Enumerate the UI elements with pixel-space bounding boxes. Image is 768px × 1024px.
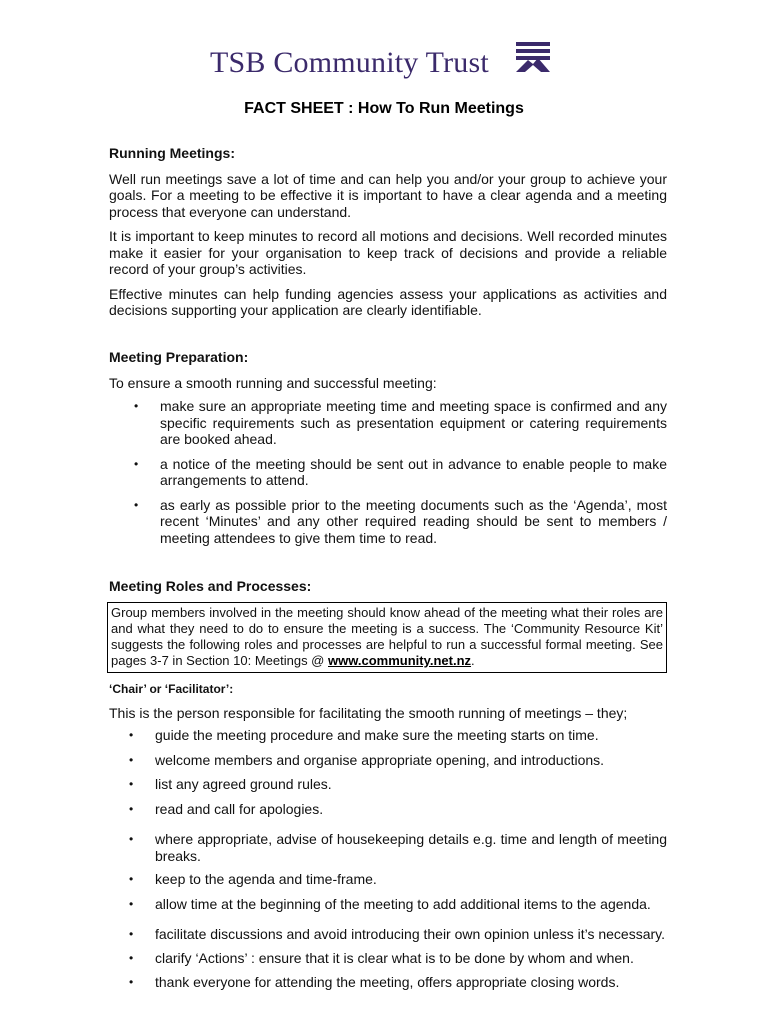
paragraph: This is the person responsible for facilitating the smooth running of meetings – they; <box>109 704 628 721</box>
section-heading: Meeting Preparation: <box>109 349 249 365</box>
list-item: • as early as possible prior to the meeting documents such as the ‘Agenda’, most recent ‘Minutes’ and any other required reading should be sent to members / meeting attendees to give them time to read. <box>160 497 667 547</box>
list-item: • make sure an appropriate meeting time and meeting space is confirmed and any specific requirements such as presentation equipment or catering requirements are booked ahead. <box>160 398 667 448</box>
list-item: • where appropriate, advise of housekeeping details e.g. time and length of meeting breaks. <box>155 831 667 864</box>
preparation-list <box>160 398 667 546</box>
chair-list <box>155 727 667 991</box>
paragraph: To ensure a smooth running and successful meeting: <box>109 374 437 391</box>
paragraph: It is important to keep minutes to record all motions and decisions. Well recorded minutes make it easier for your organisation to keep track of decisions and provide a reliable record of your group’s activities. <box>109 228 667 277</box>
section-meeting-roles <box>109 578 667 595</box>
info-box-text: Group members involved in the meeting should know ahead of the meeting what their roles are and what they need to do to ensure the meeting is a success. The ‘Community Resource Kit’ suggests the following roles and processes are helpful to run a successful formal meeting. See pages 3-7 in Section 10: Meetings @ <box>111 605 663 668</box>
section-running-meetings <box>109 145 667 319</box>
list-item: • a notice of the meeting should be sent out in advance to enable people to make arrangements to attend. <box>160 456 667 489</box>
section-meeting-preparation <box>109 349 667 391</box>
logo <box>210 40 489 86</box>
list-item: • clarify ‘Actions’ : ensure that it is clear what is to be done by whom and when. <box>155 950 667 967</box>
logo-text: TSB Community Trust <box>210 46 489 79</box>
list-item: • welcome members and organise appropriate opening, and introductions. <box>155 752 667 769</box>
section-heading: Meeting Roles and Processes: <box>109 578 312 594</box>
chair-section <box>109 681 667 721</box>
list-item: • keep to the agenda and time-frame. <box>155 871 667 888</box>
paragraph: Effective minutes can help funding agencies assess your applications as activities and decisions supporting your application are clearly identifiable. <box>109 285 667 318</box>
info-box <box>107 602 667 673</box>
community-link[interactable]: www.community.net.nz <box>328 653 472 668</box>
list-item: • read and call for apologies. <box>155 801 667 818</box>
list-item: • allow time at the beginning of the meeting to add additional items to the agenda. <box>155 896 667 913</box>
page-title: FACT SHEET : How To Run Meetings <box>244 100 524 117</box>
paragraph: Well run meetings save a lot of time and can help you and/or your group to achieve your goals. For a meeting to be effective it is important to have a clear agenda and a meeting process that everyone can understand. <box>109 170 667 220</box>
list-item: • list any agreed ground rules. <box>155 776 667 793</box>
mountain-logo-icon <box>516 42 550 76</box>
subsection-heading: ‘Chair’ or ‘Facilitator’: <box>109 682 234 696</box>
info-box-end: . <box>471 653 475 668</box>
list-item: • facilitate discussions and avoid introducing their own opinion unless it’s necessary. <box>155 926 667 943</box>
list-item: • guide the meeting procedure and make sure the meeting starts on time. <box>155 727 667 744</box>
list-item: • thank everyone for attending the meeting, offers appropriate closing words. <box>155 974 667 991</box>
section-heading: Running Meetings: <box>109 145 235 161</box>
